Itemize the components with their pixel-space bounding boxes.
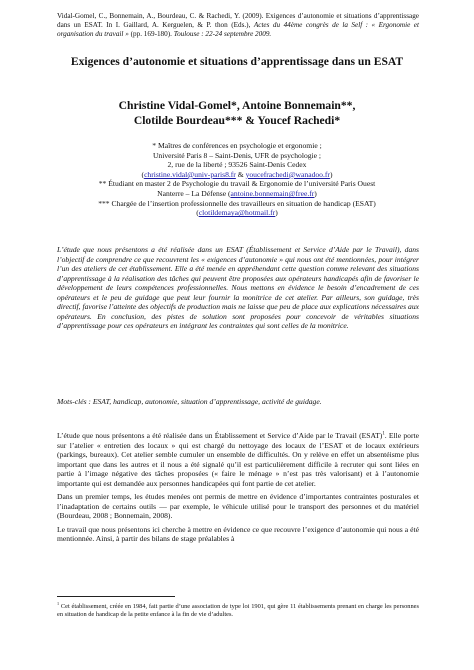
affiliation-5: Nanterre – La Défense (antoine.bonnemain@free.fr) — [157, 188, 317, 198]
footnote-ref[interactable]: 1 — [382, 431, 385, 437]
affiliations — [48, 141, 426, 218]
affiliation-1: * Maîtres de conférences en psychologie et ergonomie ; — [152, 141, 322, 150]
affiliation-emails-1: (christine.vidal@univ-paris8.fr & youcefrachedi@wanadoo.fr) — [141, 169, 333, 179]
footnote-marker: 1 — [57, 600, 60, 606]
conference-place-date: Toulouse : 22-24 septembre 2009. — [173, 30, 272, 39]
email-link[interactable]: christine.vidal@univ-paris8.fr — [144, 169, 236, 179]
body-text — [57, 431, 419, 548]
author-line-2: Clotilde Bourdeau*** & Youcef Rachedi* — [133, 114, 341, 127]
citation-reference — [57, 12, 419, 40]
affiliation-3: 2, rue de la liberté ; 93526 Saint-Denis Cedex — [167, 160, 307, 170]
footnote-divider — [57, 596, 175, 597]
affiliation-6: *** Chargée de l’insertion professionnelle des travailleurs en situation de handicap (ESAT) — [98, 198, 376, 208]
author-line-1: Christine Vidal-Gomel*, Antoine Bonnemain**, — [118, 99, 356, 112]
abstract: L’étude que nous présentons a été réalisée dans un ESAT (Établissement et Service d’Aide par le Travail), dans l’objectif de comprendre ce que recouvrent les « exigences d’autonomie » qui nous ont été mentionnées, pour intégrer l’un des ateliers de cet établissement. Elle a été menée en appréhendant cette question comme relevant des situations d’apprentissage à la réalisation des tâches qui peuvent être proposées aux opérateurs handicapés afin de favoriser le développement de leurs compétences professionnelles. Nous mettons en évidence le besoin d’encadrement de ces opérateurs et le peu de guidage que peut leur fournir la monitrice de cet atelier. Par ailleurs, son guidage, très directif, favorise l’atteinte des objectifs de production mais ne laisse que peu de place aux explications nécessaires aux opérateurs. En conclusion, des pistes de solution sont proposées pour concevoir de véritables situations d’apprentissage pour ces opérateurs en intégrant les contraintes qui sont celles de la monitrice. — [57, 245, 419, 330]
paragraph: Le travail que nous présentons ici cherche à mettre en évidence ce que recouvre l’exigence d’autonomie qui nous a été mentionnée. Ainsi, à partir des bilans de stage préalables à — [57, 524, 419, 543]
footnote: $^1$ Cet établissement, créée en 1984, fait partie d’une association de type loi 1901, qui gère 11 établissements prenant en charge les personnes en situation de handicap de la petite enfance à la fin de vie d’adultes. — [57, 600, 419, 619]
affiliation-4: ** Étudiant en master 2 de Psychologie du travail & Ergonomie de l’université Paris Ouest — [98, 179, 376, 189]
citation-text: Vidal-Gomel, C., Bonnemain, A., Bourdeau, C. & Rachedi, Y. (2009). Exigences d’autonomie et situations d’apprentissage dans un ESAT. In I. Gaillard, A. Kerguelen, & P. thon (Eds.), — [57, 12, 419, 30]
email-link[interactable]: youcefrachedi@wanadoo.fr — [245, 169, 330, 179]
affiliation-emails-4: (clotildemaya@hotmail.fr) — [196, 208, 278, 218]
email-link[interactable]: antoine.bonnemain@free.fr — [230, 188, 315, 198]
email-link[interactable]: clotildemaya@hotmail.fr — [198, 208, 276, 218]
paragraph: Dans un premier temps, les études menées ont permis de mettre en évidence d’importantes contraintes posturales et l’inadaptation de certains outils — par exemple, le véhicule utilisé pour le transport des personnes et du matériel (Bourdeau, 2008 ; Bonnemain, 2008). — [57, 492, 419, 520]
affiliation-2: Université Paris 8 – Saint-Denis, UFR de psychologie ; — [152, 150, 322, 160]
proceedings-title: Actes du 44ème congrès de la Self : « Ergonomie et organisation du travail » — [57, 21, 419, 39]
paragraph: L’étude que nous présentons a été réalisée dans un Établissement et Service d’Aide par le Travail (ESAT)$^1$. Elle porte sur l’atelier « entretien des locaux » qui est chargé du nettoyage des locaux de l’ESAT et de locaux extérieurs (parkings, bureaux). Cet atelier semble cumuler un ensemble de difficultés. On y relève en effet un absentéisme plus important que dans les autres et il nous a été signalé qu’il est particulièrement difficile à recruter qui sont liées en partie à l’image négative des tâches proposées (« faire le ménage » n’est pas très valorisant) et à l’autonomie importante qui est demandée aux personnes handicapées qui font partie de cet atelier. — [57, 431, 419, 488]
paper-title: Exigences d’autonomie et situations d’apprentissage dans un ESAT — [70, 55, 404, 68]
author-list — [40, 98, 434, 128]
citation-pages: (pp. 169-180). — [128, 30, 174, 39]
keywords: Mots-clés : ESAT, handicap, autonomie, situation d’apprentissage, activité de guidage. — [57, 397, 322, 406]
